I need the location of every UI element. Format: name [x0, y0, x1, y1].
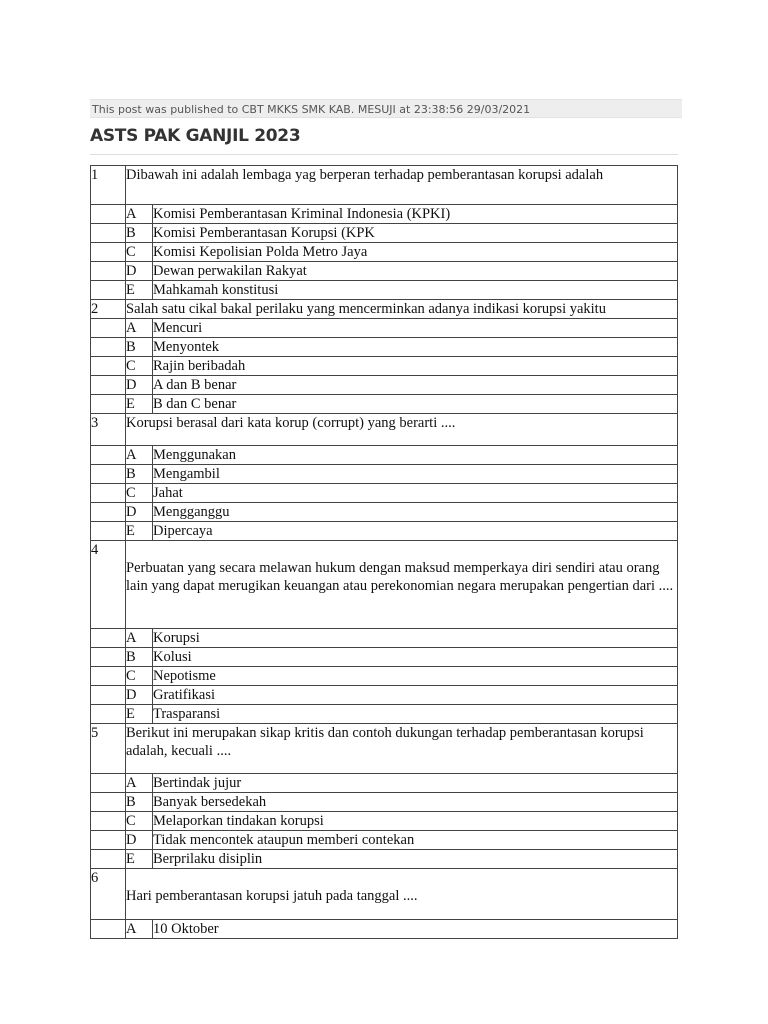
option-letter: C — [126, 243, 153, 262]
option-row — [91, 224, 678, 243]
document-title: ASTS PAK GANJIL 2023 — [90, 126, 301, 146]
question-number: 6 — [91, 869, 126, 920]
option-text: Komisi Pemberantasan Kriminal Indonesia (KPKI) — [153, 205, 678, 224]
option-text: Dipercaya — [153, 522, 678, 541]
question-text: Dibawah ini adalah lembaga yag berperan terhadap pemberantasan korupsi adalah — [126, 166, 678, 205]
option-letter: C — [126, 667, 153, 686]
question-row — [91, 300, 678, 319]
question-text: Salah satu cikal bakal perilaku yang mencerminkan adanya indikasi korupsi yakitu — [126, 300, 678, 319]
option-text: Kolusi — [153, 648, 678, 667]
title-divider — [90, 154, 678, 155]
option-letter: B — [126, 793, 153, 812]
option-row — [91, 465, 678, 484]
publish-banner — [90, 99, 682, 118]
question-text: Berikut ini merupakan sikap kritis dan contoh dukungan terhadap pemberantasan korupsi adalah, kecuali .... — [126, 724, 678, 774]
option-letter: E — [126, 395, 153, 414]
option-text: Banyak bersedekah — [153, 793, 678, 812]
option-text: Berprilaku disiplin — [153, 850, 678, 869]
option-row — [91, 705, 678, 724]
option-letter: D — [126, 376, 153, 395]
option-text: Tidak mencontek ataupun memberi contekan — [153, 831, 678, 850]
option-letter: C — [126, 484, 153, 503]
option-text: Mahkamah konstitusi — [153, 281, 678, 300]
option-letter: E — [126, 281, 153, 300]
question-number: 5 — [91, 724, 126, 774]
question-row — [91, 414, 678, 446]
option-row — [91, 629, 678, 648]
question-row — [91, 724, 678, 774]
question-text: Hari pemberantasan korupsi jatuh pada tanggal .... — [126, 888, 418, 904]
option-letter: E — [126, 705, 153, 724]
option-letter: A — [126, 446, 153, 465]
option-text: B dan C benar — [153, 395, 678, 414]
option-letter: D — [126, 686, 153, 705]
question-row — [91, 869, 678, 920]
option-row — [91, 831, 678, 850]
option-letter: D — [126, 503, 153, 522]
option-row — [91, 446, 678, 465]
option-text: Korupsi — [153, 629, 678, 648]
question-number: 3 — [91, 414, 126, 446]
option-text: Nepotisme — [153, 667, 678, 686]
option-text: Dewan perwakilan Rakyat — [153, 262, 678, 281]
option-letter: E — [126, 850, 153, 869]
option-text: A dan B benar — [153, 376, 678, 395]
publish-banner-text: This post was published to CBT MKKS SMK KAB. MESUJI at 23:38:56 29/03/2021 — [92, 103, 531, 116]
option-row — [91, 395, 678, 414]
option-text: Mengambil — [153, 465, 678, 484]
option-row — [91, 262, 678, 281]
option-row — [91, 503, 678, 522]
option-row — [91, 376, 678, 395]
option-row — [91, 205, 678, 224]
option-text: Rajin beribadah — [153, 357, 678, 376]
option-text: Komisi Pemberantasan Korupsi (KPK — [153, 224, 678, 243]
question-number: 1 — [91, 166, 126, 205]
option-text: Mengganggu — [153, 503, 678, 522]
option-text: Gratifikasi — [153, 686, 678, 705]
option-row — [91, 357, 678, 376]
option-row — [91, 522, 678, 541]
option-row — [91, 319, 678, 338]
option-text: Jahat — [153, 484, 678, 503]
option-row — [91, 920, 678, 939]
option-row — [91, 850, 678, 869]
option-row — [91, 686, 678, 705]
option-letter: B — [126, 338, 153, 357]
option-row — [91, 484, 678, 503]
option-row — [91, 338, 678, 357]
option-row — [91, 243, 678, 262]
option-text: Bertindak jujur — [153, 774, 678, 793]
option-letter: A — [126, 774, 153, 793]
option-text: Menyontek — [153, 338, 678, 357]
option-row — [91, 774, 678, 793]
option-text: Melaporkan tindakan korupsi — [153, 812, 678, 831]
question-text: Perbuatan yang secara melawan hukum dengan maksud memperkaya diri sendiri atau orang lain yang dapat merugikan keuangan atau perekonomian negara merupakan pengertian dari .... — [126, 560, 674, 594]
question-number: 4 — [91, 541, 126, 629]
question-text: Korupsi berasal dari kata korup (corrupt) yang berarti .... — [126, 414, 678, 446]
option-text: Trasparansi — [153, 705, 678, 724]
option-letter: D — [126, 262, 153, 281]
option-text: 10 Oktober — [153, 920, 678, 939]
option-letter: A — [126, 319, 153, 338]
option-letter: A — [126, 920, 153, 939]
option-text: Mencuri — [153, 319, 678, 338]
option-letter: A — [126, 205, 153, 224]
question-number: 2 — [91, 300, 126, 319]
option-text: Komisi Kepolisian Polda Metro Jaya — [153, 243, 678, 262]
option-text: Menggunakan — [153, 446, 678, 465]
question-row — [91, 541, 678, 629]
option-row — [91, 793, 678, 812]
option-letter: E — [126, 522, 153, 541]
option-letter: B — [126, 648, 153, 667]
question-table — [90, 165, 678, 939]
option-letter: C — [126, 812, 153, 831]
option-row — [91, 812, 678, 831]
option-letter: B — [126, 224, 153, 243]
option-row — [91, 281, 678, 300]
option-letter: B — [126, 465, 153, 484]
option-row — [91, 648, 678, 667]
option-letter: A — [126, 629, 153, 648]
option-letter: D — [126, 831, 153, 850]
question-row — [91, 166, 678, 205]
option-row — [91, 667, 678, 686]
option-letter: C — [126, 357, 153, 376]
